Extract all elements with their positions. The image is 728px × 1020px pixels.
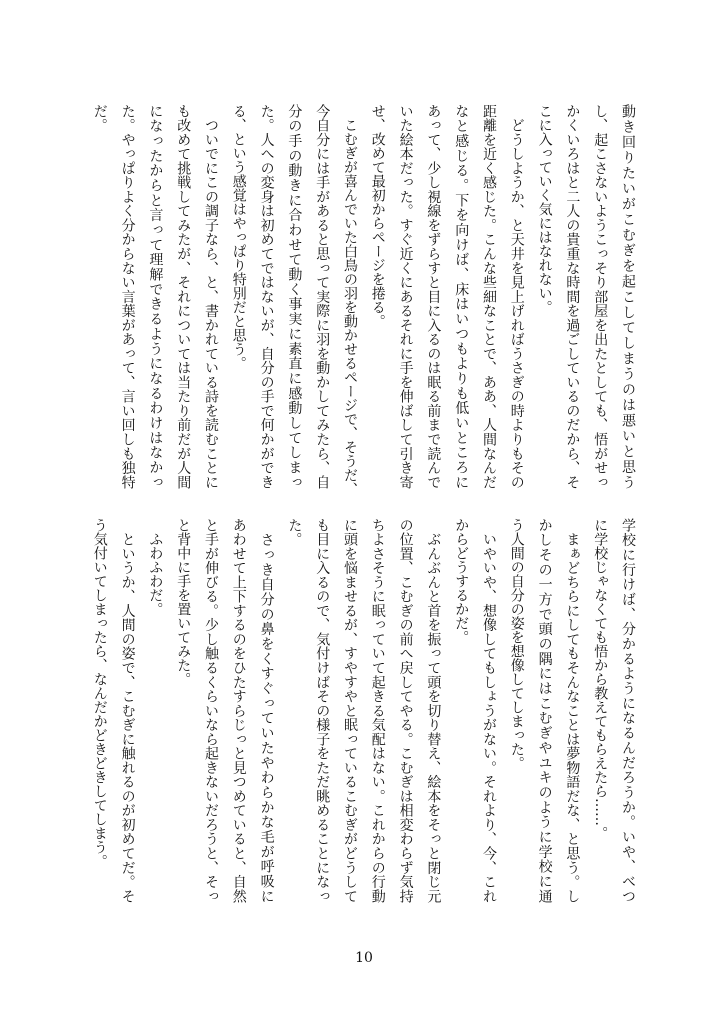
text-column: かしその一方で頭の隅にはこむぎやユキのように学校に通 (536, 518, 553, 904)
text-column: あって、少し視線をずらすと目に入るのは眠る前まで読んで (425, 104, 442, 490)
text-column: 今自分には手があると思って実際に羽を動かしてみたら、自 (314, 104, 331, 490)
text-column: なと感じる。下を向けば、床はいつもよりも低いところに (453, 104, 470, 490)
text-column: いた絵本だった。すぐ近くにあるそれに手を伸ばして引き寄 (397, 104, 414, 490)
text-column: ついでにこの調子なら、と、書かれている詩を読むことに (203, 104, 219, 490)
page-number: 10 (355, 950, 373, 966)
text-column: せ、改めて最初からページを捲る。 (369, 104, 386, 328)
text-column: と背中に手を置いてみた。 (175, 518, 192, 686)
text-column: さっき自分の鼻をくすぐっていたやわらかな毛が呼吸に (258, 518, 275, 904)
upper-text-block (0, 104, 728, 496)
text-column: いやいや、想像してもしょうがない。それより、今、これ (481, 518, 497, 904)
text-column: う人間の自分の姿を想像してしまった。 (508, 518, 525, 770)
text-column: ぶんぶんと首を振って頭を切り替え、絵本をそっと閉じ元 (425, 518, 442, 904)
text-column: 分の手の動きに合わせて動く事実に素直に感動してしまっ (286, 104, 303, 490)
text-column: ちよさそうに眠っていて起きる気配はない。これからの行動 (369, 518, 386, 904)
text-column: も目に入るので、気付けばその様子をただ眺めることになっ (314, 518, 331, 904)
text-column: る、という感覚はやっぱり特別だと思う。 (230, 104, 247, 370)
text-column: あわせて上下するのをひたすらじっと見つめていると、自然 (230, 518, 247, 904)
text-column: に学校じゃなくても悟から教えてもらえたら……。 (592, 518, 609, 840)
text-column: ふわふわだ。 (147, 518, 164, 616)
text-column: た。やっぱりよく分からない言葉があって、言い回しも独特 (119, 104, 136, 490)
text-column: になったからと言って理解できるようになるわけはなかっ (147, 104, 164, 490)
text-column: 学校に行けば、分かるようになるんだろうか。いや、べつ (620, 518, 636, 904)
text-column: かくいろはと二人の貴重な時間を過ごしているのだから、そ (564, 104, 581, 490)
text-column: う気付いてしまったら、なんだかどきどきしてしまう。 (91, 518, 108, 868)
text-column: こに入っていく気にはなれない。 (536, 104, 553, 314)
text-column: た。人への変身は初めてではないが、自分の手で何かができ (258, 104, 275, 490)
text-column: というか、人間の姿で、こむぎに触れるのが初めてだ。そ (119, 518, 136, 904)
text-column: も改めて挑戦してみたが、それについては当たり前だが人間 (175, 104, 192, 490)
lower-text-block (0, 518, 728, 903)
text-column: た。 (286, 518, 303, 546)
text-column: と手が伸びる。少し触るくらいなら起きないだろうと、そっ (203, 518, 219, 904)
text-column: し、起こさないようこっそり部屋を出たとしても、悟がせっ (592, 104, 609, 490)
text-column: まぁどちらにしてもそんなことは夢物語だな、と思う。し (564, 518, 581, 904)
text-column: どうしようか、と天井を見上げればうさぎの時よりもその (508, 104, 525, 490)
text-column: こむぎが喜んでいた白鳥の羽を動かせるページで、そうだ、 (342, 104, 358, 496)
text-column: 動き回りたいがこむぎを起こしてしまうのは悪いと思う (620, 104, 636, 491)
text-column: の位置、こむぎの前へ戻してやる。こむぎは相変わらず気持 (397, 518, 414, 904)
text-column: からどうするかだ。 (453, 518, 470, 644)
text-column: だ。 (91, 104, 108, 132)
text-column: に頭を悩ませるが、すやすやと眠っているこむぎがどうして (342, 518, 358, 904)
text-column: 距離を近く感じた。こんな些細なことで、ああ、人間なんだ (481, 104, 497, 490)
